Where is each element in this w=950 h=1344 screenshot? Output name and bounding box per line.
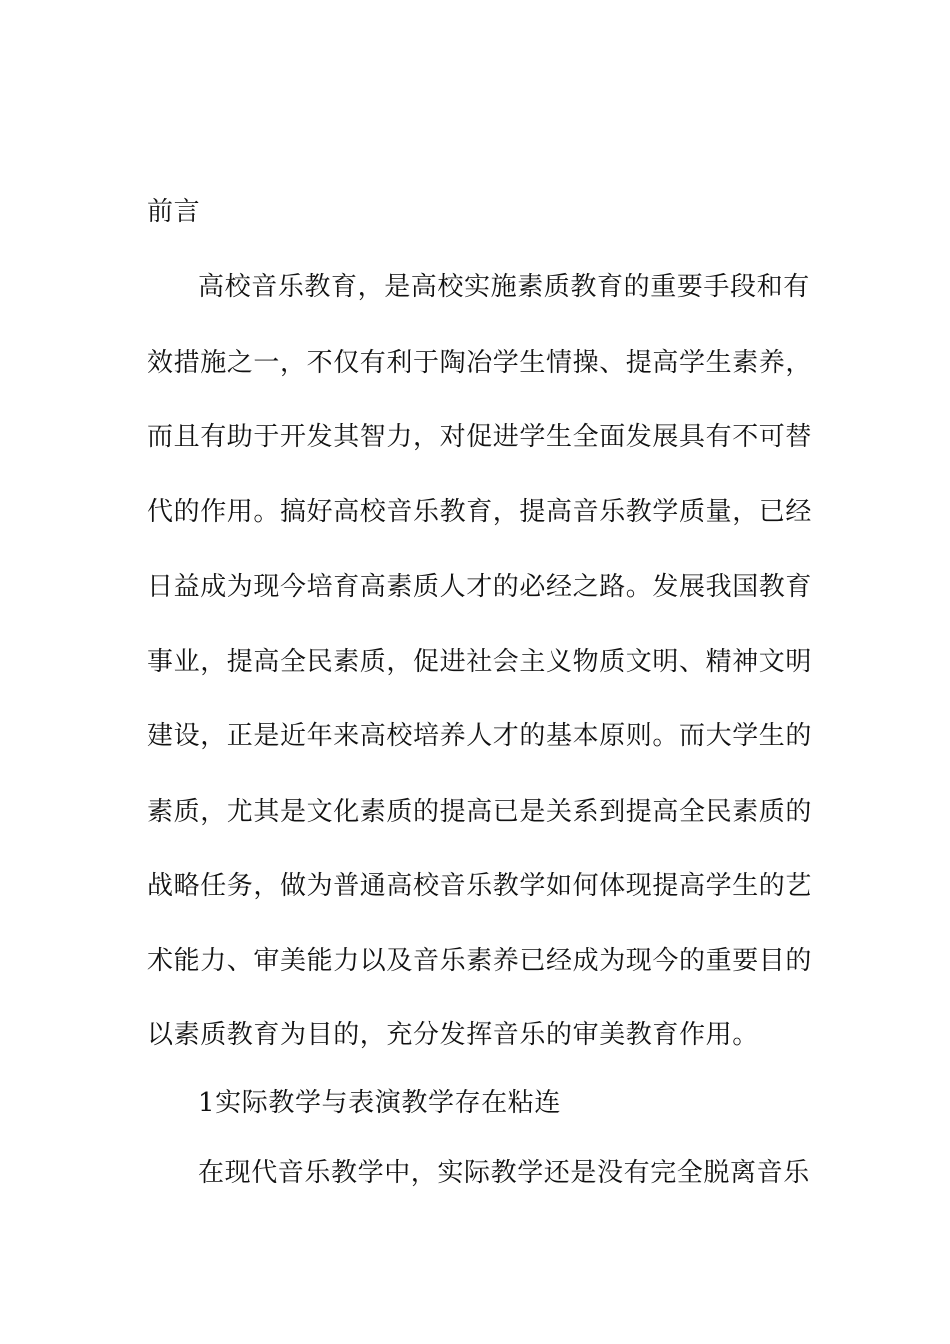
paragraph-line: 而且有助于开发其智力，对促进学生全面发展具有不可替 bbox=[147, 422, 813, 452]
paragraph-line: 在现代音乐教学中，实际教学还是没有完全脱离音乐 bbox=[198, 1158, 810, 1188]
paragraph-line: 战略任务，做为普通高校音乐教学如何体现提高学生的艺 bbox=[147, 871, 813, 901]
paragraph-line: 日益成为现今培育高素质人才的必经之路。发展我国教育 bbox=[147, 572, 813, 602]
paragraph-line: 建设，正是近年来高校培养人才的基本原则。而大学生的 bbox=[147, 721, 813, 751]
paragraph-line: 术能力、审美能力以及音乐素养已经成为现今的重要目的 bbox=[147, 946, 813, 976]
paragraph-line: 事业，提高全民素质，促进社会主义物质文明、精神文明 bbox=[147, 647, 813, 677]
page-heading: 前言 bbox=[147, 197, 201, 227]
paragraph-line: 效措施之一，不仅有利于陶冶学生情操、提高学生素养， bbox=[147, 348, 813, 378]
paragraph-line: 素质，尤其是文化素质的提高已是关系到提高全民素质的 bbox=[147, 797, 813, 827]
paragraph-line: 代的作用。搞好高校音乐教育，提高音乐教学质量，已经 bbox=[147, 497, 813, 527]
paragraph-line: 以素质教育为目的，充分发挥音乐的审美教育作用。 bbox=[147, 1020, 759, 1050]
paragraph-line: 高校音乐教育，是高校实施素质教育的重要手段和有 bbox=[198, 272, 810, 302]
section-title: 1实际教学与表演教学存在粘连 bbox=[198, 1088, 561, 1118]
